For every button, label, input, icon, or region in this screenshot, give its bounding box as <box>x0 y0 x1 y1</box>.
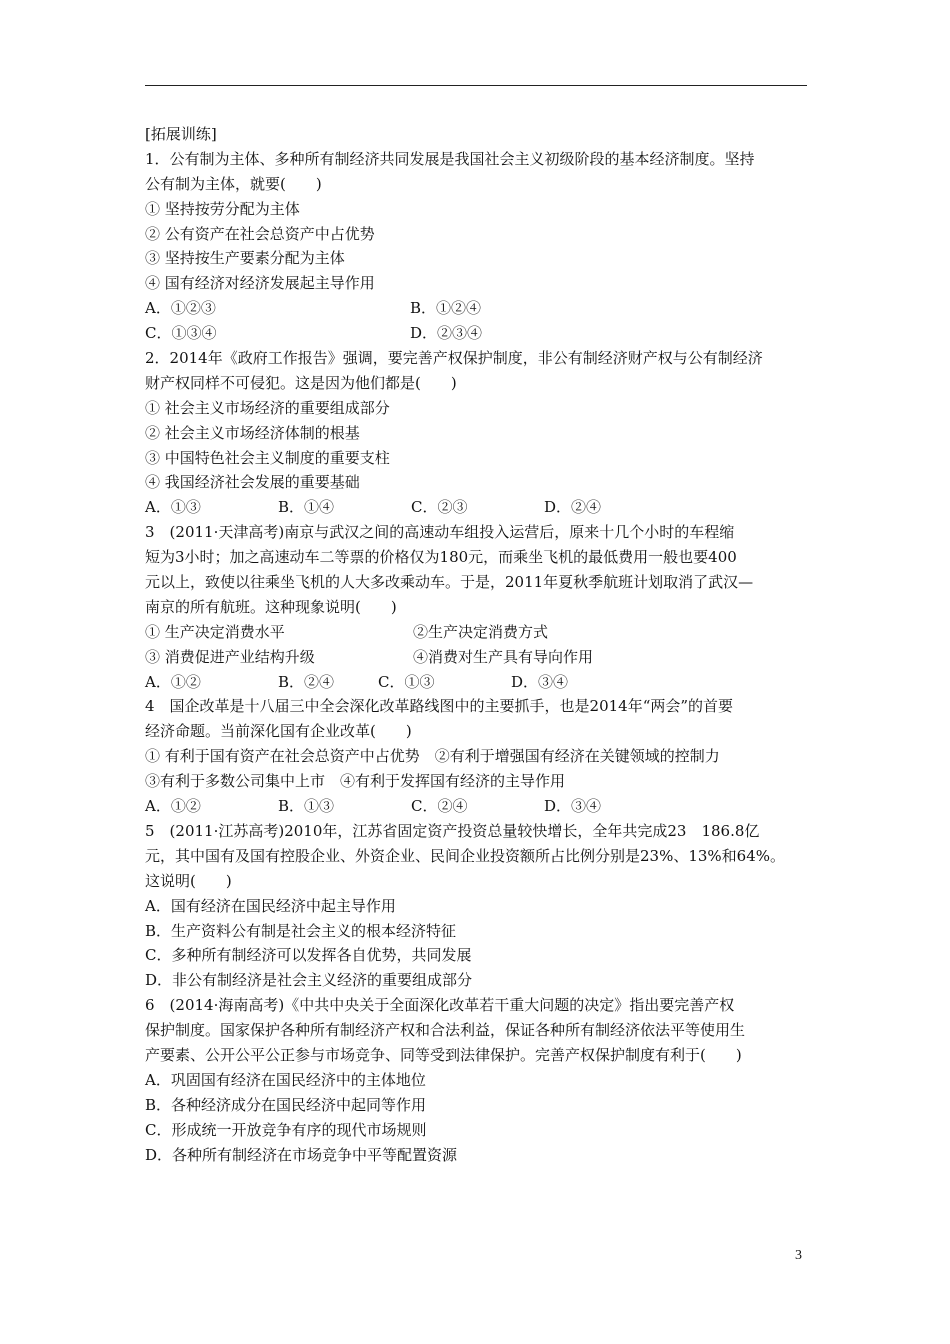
option-d: D．③④ <box>511 672 569 691</box>
question-3 <box>145 520 810 694</box>
statement-item: ① 坚持按劳分配为主体 <box>145 199 300 218</box>
statement-row <box>145 620 810 645</box>
statement-items: ③有利于多数公司集中上市 ④有利于发挥国有经济的主导作用 <box>145 772 566 791</box>
question-5 <box>145 819 810 993</box>
question-stem: 南京的所有航班。这种现象说明( ) <box>145 597 397 616</box>
statement-row <box>145 645 810 670</box>
option-row <box>145 321 810 346</box>
statement-item: ②生产决定消费方式 <box>413 622 549 641</box>
question-stem: 产要素、公开公平公正参与市场竞争、同等受到法律保护。完善产权保护制度有利于( ) <box>145 1045 742 1064</box>
statement-item: ① 社会主义市场经济的重要组成部分 <box>145 398 390 417</box>
statement-item: ③ 中国特色社会主义制度的重要支柱 <box>145 448 390 467</box>
statement-item: ④ 国有经济对经济发展起主导作用 <box>145 274 375 293</box>
option-a: A．①② <box>145 672 201 691</box>
option-row <box>145 670 810 695</box>
statement-items: ① 有利于国有资产在社会总资产中占优势 ②有利于增强国有经济在关键领域的控制力 <box>145 747 720 766</box>
option-a: A．①②③ <box>145 299 216 318</box>
header-rule <box>145 85 807 86</box>
statement-item: ③ 坚持按生产要素分配为主体 <box>145 249 345 268</box>
question-stem: 财产权同样不可侵犯。这是因为他们都是( ) <box>145 373 457 392</box>
question-stem: 4 国企改革是十八届三中全会深化改革路线图中的主要抓手，也是2014年“两会”的首要 <box>145 697 734 716</box>
option-c: C．②③ <box>411 498 468 517</box>
option-a: A．①② <box>145 797 201 816</box>
statement-item: ② 社会主义市场经济体制的根基 <box>145 423 360 442</box>
question-stem: 这说明( ) <box>145 871 232 890</box>
option-b: B．①③ <box>278 797 335 816</box>
option-row <box>145 296 810 321</box>
question-2 <box>145 346 810 520</box>
statement-item: ④消费对生产具有导向作用 <box>413 647 594 666</box>
option-c: C．②④ <box>411 797 468 816</box>
statement-item: ④ 我国经济社会发展的重要基础 <box>145 473 360 492</box>
question-1 <box>145 147 810 346</box>
question-stem: 经济命题。当前深化国有企业改革( ) <box>145 722 412 741</box>
question-stem: 保护制度。国家保护各种所有制经济产权和合法利益，保证各种所有制经济依法平等使用生 <box>145 1021 746 1040</box>
option-d: D．非公有制经济是社会主义经济的重要组成部分 <box>145 971 473 990</box>
question-stem: 公有制为主体，就要( ) <box>145 174 322 193</box>
question-stem: 2．2014年《政府工作报告》强调，要完善产权保护制度，非公有制经济财产权与公有制经济 <box>145 349 763 368</box>
option-c: C．①③ <box>378 672 435 691</box>
option-a: A．国有经济在国民经济中起主导作用 <box>145 896 396 915</box>
option-a: A．①③ <box>145 498 201 517</box>
option-row <box>145 794 810 819</box>
question-stem: 5 (2011·江苏高考)2010年，江苏省固定资产投资总量较快增长，全年共完成23 186.8亿 <box>145 821 760 840</box>
question-stem: 短为3小时；加之高速动车二等票的价格仅为180元，而乘坐飞机的最低费用一般也要400 <box>145 548 737 567</box>
section-heading: [拓展训练] <box>145 125 217 143</box>
option-row <box>145 495 810 520</box>
option-d: D．③④ <box>544 797 602 816</box>
document-body <box>145 122 810 1167</box>
question-stem: 元以上，致使以往乘坐飞机的人大多改乘动车。于是，2011年夏秋季航班计划取消了武汉— <box>145 573 754 592</box>
statement-item: ① 生产决定消费水平 <box>145 622 285 641</box>
question-4 <box>145 694 810 818</box>
option-b: B．①②④ <box>410 299 482 318</box>
option-c: C．①③④ <box>145 324 217 343</box>
question-stem: 3 (2011·天津高考)南京与武汉之间的高速动车组投入运营后，原来十几个小时的车程缩 <box>145 523 735 542</box>
option-d: D．各种所有制经济在市场竞争中平等配置资源 <box>145 1145 458 1164</box>
option-d: D．②③④ <box>410 324 483 343</box>
question-stem: 元，其中国有及国有控股企业、外资企业、民间企业投资额所占比例分别是23%、13%和64%。 <box>145 846 786 865</box>
option-b: B．生产资料公有制是社会主义的根本经济特征 <box>145 921 457 940</box>
option-a: A．巩固国有经济在国民经济中的主体地位 <box>145 1070 426 1089</box>
question-stem: 6 (2014·海南高考)《中共中央关于全面深化改革若干重大问题的决定》指出要完善产权 <box>145 996 735 1015</box>
question-6 <box>145 993 810 1167</box>
option-b: B．各种经济成分在国民经济中起同等作用 <box>145 1095 427 1114</box>
option-b: B．①④ <box>278 498 335 517</box>
option-c: C．多种所有制经济可以发挥各自优势，共同发展 <box>145 946 472 965</box>
option-d: D．②④ <box>544 498 602 517</box>
option-c: C．形成统一开放竞争有序的现代市场规则 <box>145 1120 427 1139</box>
statement-item: ② 公有资产在社会总资产中占优势 <box>145 224 375 243</box>
statement-item: ③ 消费促进产业结构升级 <box>145 647 315 666</box>
page-number: 3 <box>795 1248 802 1263</box>
option-b: B．②④ <box>278 672 335 691</box>
question-stem: 1．公有制为主体、多种所有制经济共同发展是我国社会主义初级阶段的基本经济制度。坚持 <box>145 149 755 168</box>
